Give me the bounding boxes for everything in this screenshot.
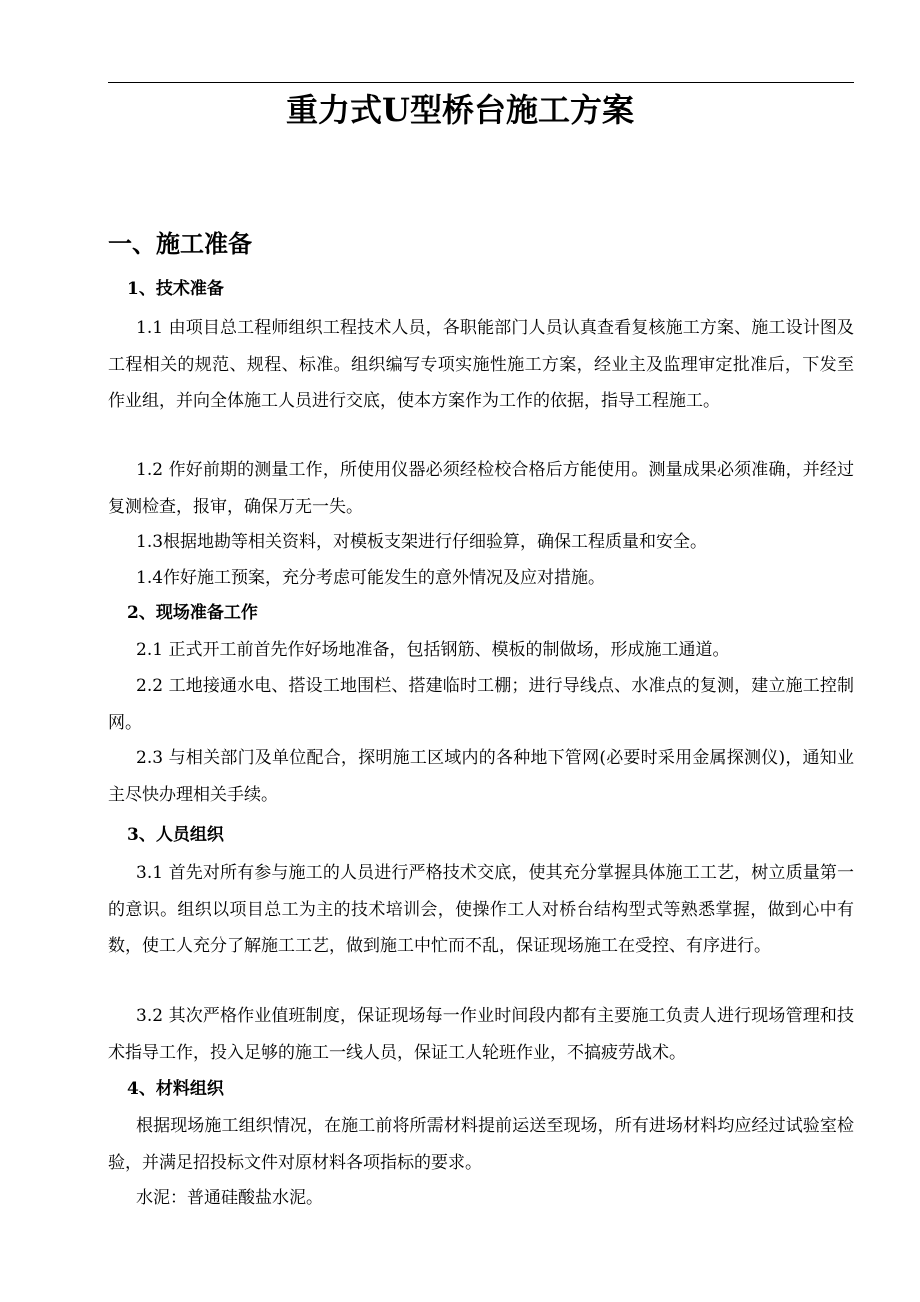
paragraph-4-1: 根据现场施工组织情况，在施工前将所需材料提前运送至现场，所有进场材料均应经过试验室检验，并满足招投标文件对原材料各项指标的要求。	[108, 1116, 854, 1173]
paragraph-1-4: 1.4作好施工预案，充分考虑可能发生的意外情况及应对措施。	[136, 568, 606, 588]
paragraph-2-2: 2.2 工地接通水电、搭设工地围栏、搭建临时工棚；进行导线点、水准点的复测，建立施工控制网。	[108, 676, 854, 733]
paragraph-1-1: 1.1 由项目总工程师组织工程技术人员，各职能部门人员认真查看复核施工方案、施工设计图及工程相关的规范、规程、标准。组织编写专项实施性施工方案，经业主及监理审定批准后，下发至作业组，并向全体施工人员进行交底，使本方案作为工作的依据，指导工程施工。	[108, 318, 854, 411]
document-title: 重力式U型桥台施工方案	[286, 91, 634, 129]
paragraph-4-2: 水泥：普通硅酸盐水泥。	[136, 1188, 323, 1208]
subsection-heading-site: 2、现场准备工作	[127, 603, 258, 623]
paragraph-1-3: 1.3根据地勘等相关资料，对模板支架进行仔细验算，确保工程质量和安全。	[136, 532, 708, 552]
section-heading-preparation: 一、施工准备	[108, 229, 252, 258]
paragraph-1-2: 1.2 作好前期的测量工作，所使用仪器必须经检校合格后方能使用。测量成果必须准确，并经过复测检查，报审，确保万无一失。	[108, 460, 854, 517]
subsection-heading-technical: 1、技术准备	[127, 279, 224, 299]
paragraph-3-2: 3.2 其次严格作业值班制度，保证现场每一作业时间段内都有主要施工负责人进行现场管理和技术指导工作，投入足够的施工一线人员，保证工人轮班作业，不搞疲劳战术。	[108, 1006, 854, 1063]
paragraph-2-3: 2.3 与相关部门及单位配合，探明施工区域内的各种地下管网(必要时采用金属探测仪)，通知业主尽快办理相关手续。	[108, 748, 854, 805]
paragraph-2-1: 2.1 正式开工前首先作好场地准备，包括钢筋、模板的制做场，形成施工通道。	[136, 640, 730, 660]
header-rule	[108, 82, 854, 83]
paragraph-3-1: 3.1 首先对所有参与施工的人员进行严格技术交底，使其充分掌握具体施工工艺，树立质量第一的意识。组织以项目总工为主的技术培训会，使操作工人对桥台结构型式等熟悉掌握，做到心中有数，使工人充分了解施工工艺，做到施工中忙而不乱，保证现场施工在受控、有序进行。	[108, 863, 854, 956]
subsection-heading-materials: 4、材料组织	[127, 1079, 224, 1099]
subsection-heading-personnel: 3、人员组织	[127, 825, 224, 845]
